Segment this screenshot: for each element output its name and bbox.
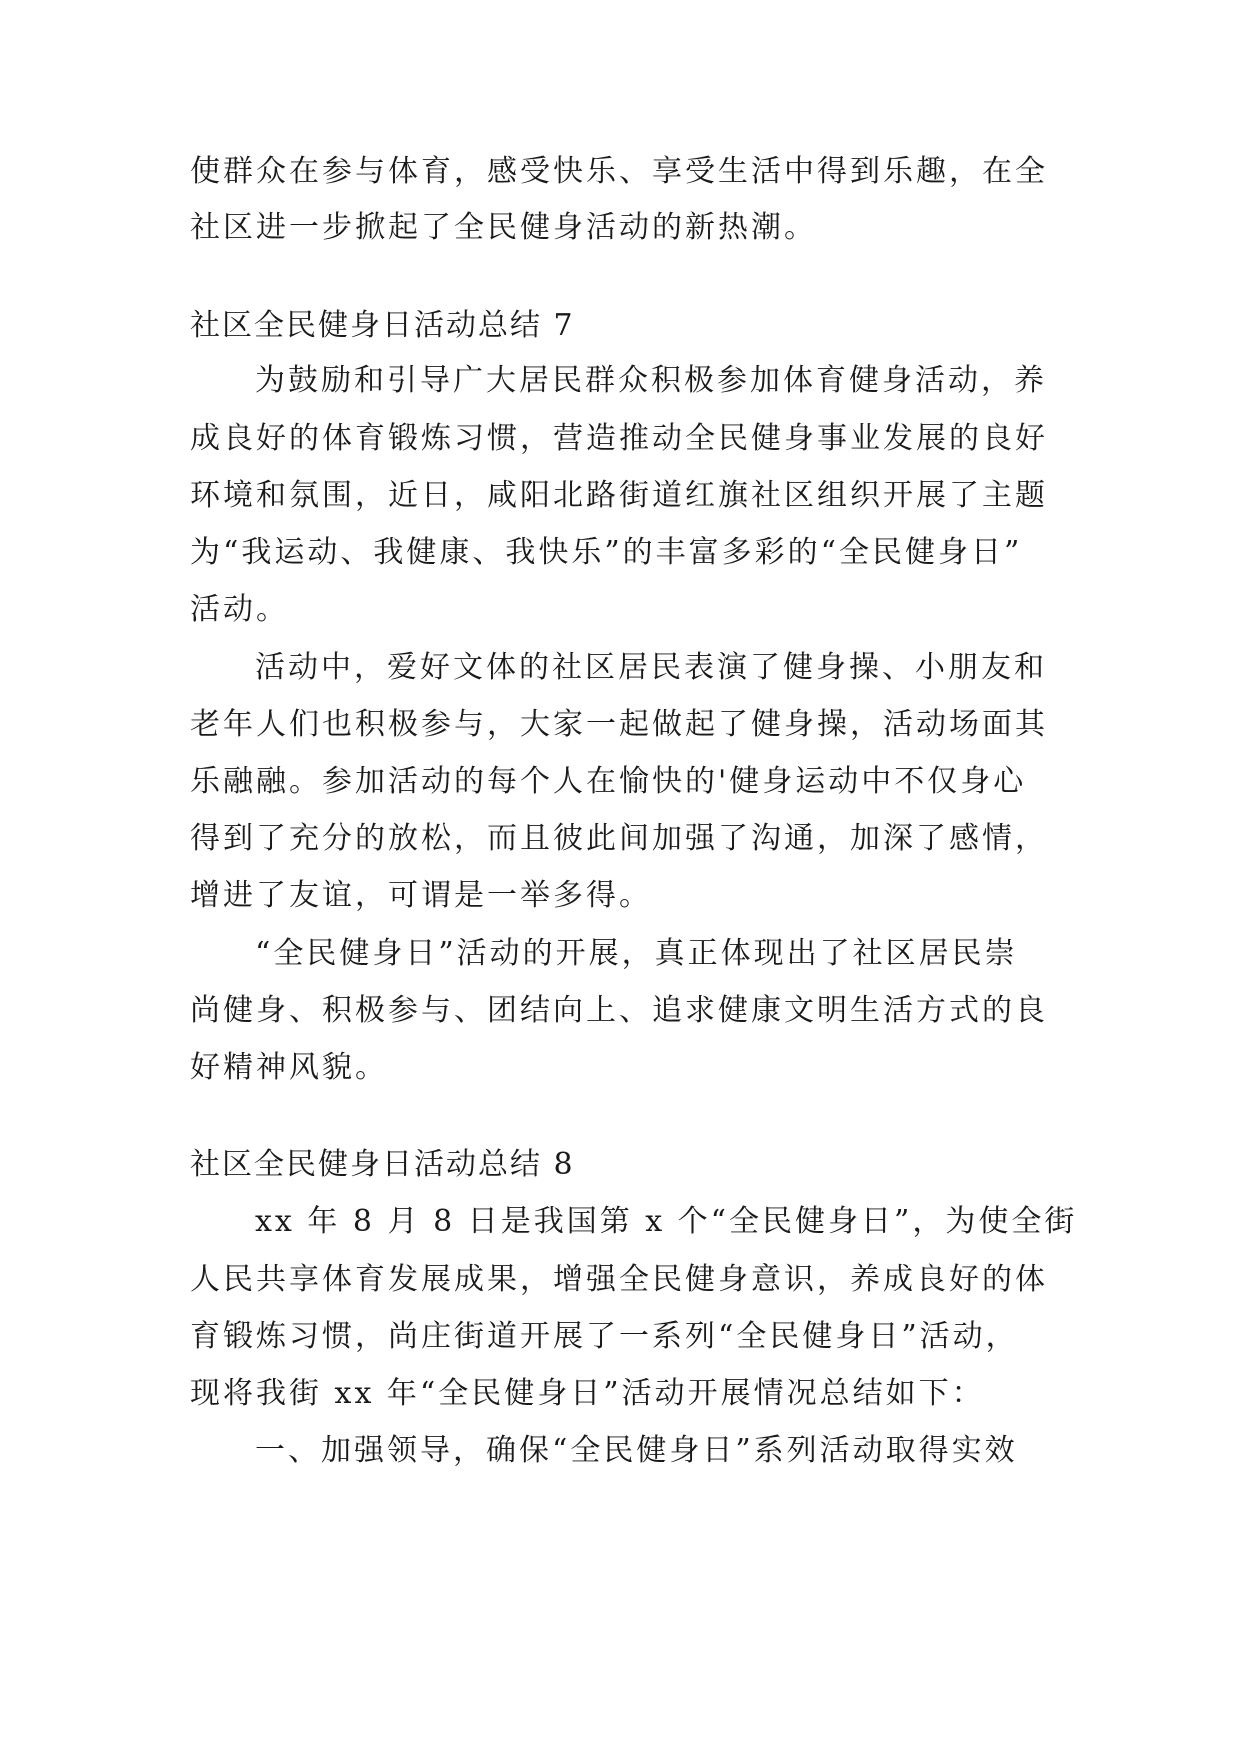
paragraph-line: 现将我街 xx 年“全民健身日”活动开展情况总结如下： bbox=[190, 1376, 985, 1411]
paragraph-line: 活动中，爱好文体的社区居民表演了健身操、小朋友和 bbox=[255, 650, 1047, 685]
paragraph-line: 使群众在参与体育，感受快乐、享受生活中得到乐趣，在全 bbox=[190, 154, 1048, 189]
paragraph-line: 老年人们也积极参与，大家一起做起了健身操，活动场面其 bbox=[190, 707, 1048, 742]
paragraph-line: 好精神风貌。 bbox=[190, 1050, 388, 1085]
paragraph-line: 活动。 bbox=[190, 592, 289, 627]
paragraph-line: 增进了友谊，可谓是一举多得。 bbox=[190, 878, 652, 913]
paragraph-line: xx 年 8 月 8 日是我国第 x 个“全民健身日”，为使全街 bbox=[255, 1204, 1078, 1239]
paragraph-line: 得到了充分的放松，而且彼此间加强了沟通，加深了感情， bbox=[190, 821, 1048, 856]
section-heading: 社区全民健身日活动总结 8 bbox=[190, 1147, 575, 1182]
paragraph-line: 一、加强领导，确保“全民健身日”系列活动取得实效 bbox=[255, 1433, 1018, 1468]
paragraph-line: 为鼓励和引导广大居民群众积极参加体育健身活动，养 bbox=[255, 363, 1047, 398]
paragraph-line: 乐融融。参加活动的每个人在愉快的'健身运动中不仅身心 bbox=[190, 764, 1027, 799]
section-heading: 社区全民健身日活动总结 7 bbox=[190, 308, 575, 343]
paragraph-line: 人民共享体育发展成果，增强全民健身意识，养成良好的体 bbox=[190, 1262, 1048, 1297]
paragraph-line: 尚健身、积极参与、团结向上、追求健康文明生活方式的良 bbox=[190, 993, 1048, 1028]
paragraph-line: 育锻炼习惯，尚庄街道开展了一系列“全民健身日”活动， bbox=[190, 1319, 1019, 1354]
paragraph-line: 成良好的体育锻炼习惯，营造推动全民健身事业发展的良好 bbox=[190, 421, 1048, 456]
paragraph-line: 环境和氛围，近日，咸阳北路街道红旗社区组织开展了主题 bbox=[190, 478, 1048, 513]
paragraph-line: 为“我运动、我健康、我快乐”的丰富多彩的“全民健身日” bbox=[190, 535, 1023, 570]
paragraph-line: 社区进一步掀起了全民健身活动的新热潮。 bbox=[190, 210, 817, 245]
paragraph-line: “全民健身日”活动的开展，真正体现出了社区居民崇 bbox=[255, 936, 1018, 971]
